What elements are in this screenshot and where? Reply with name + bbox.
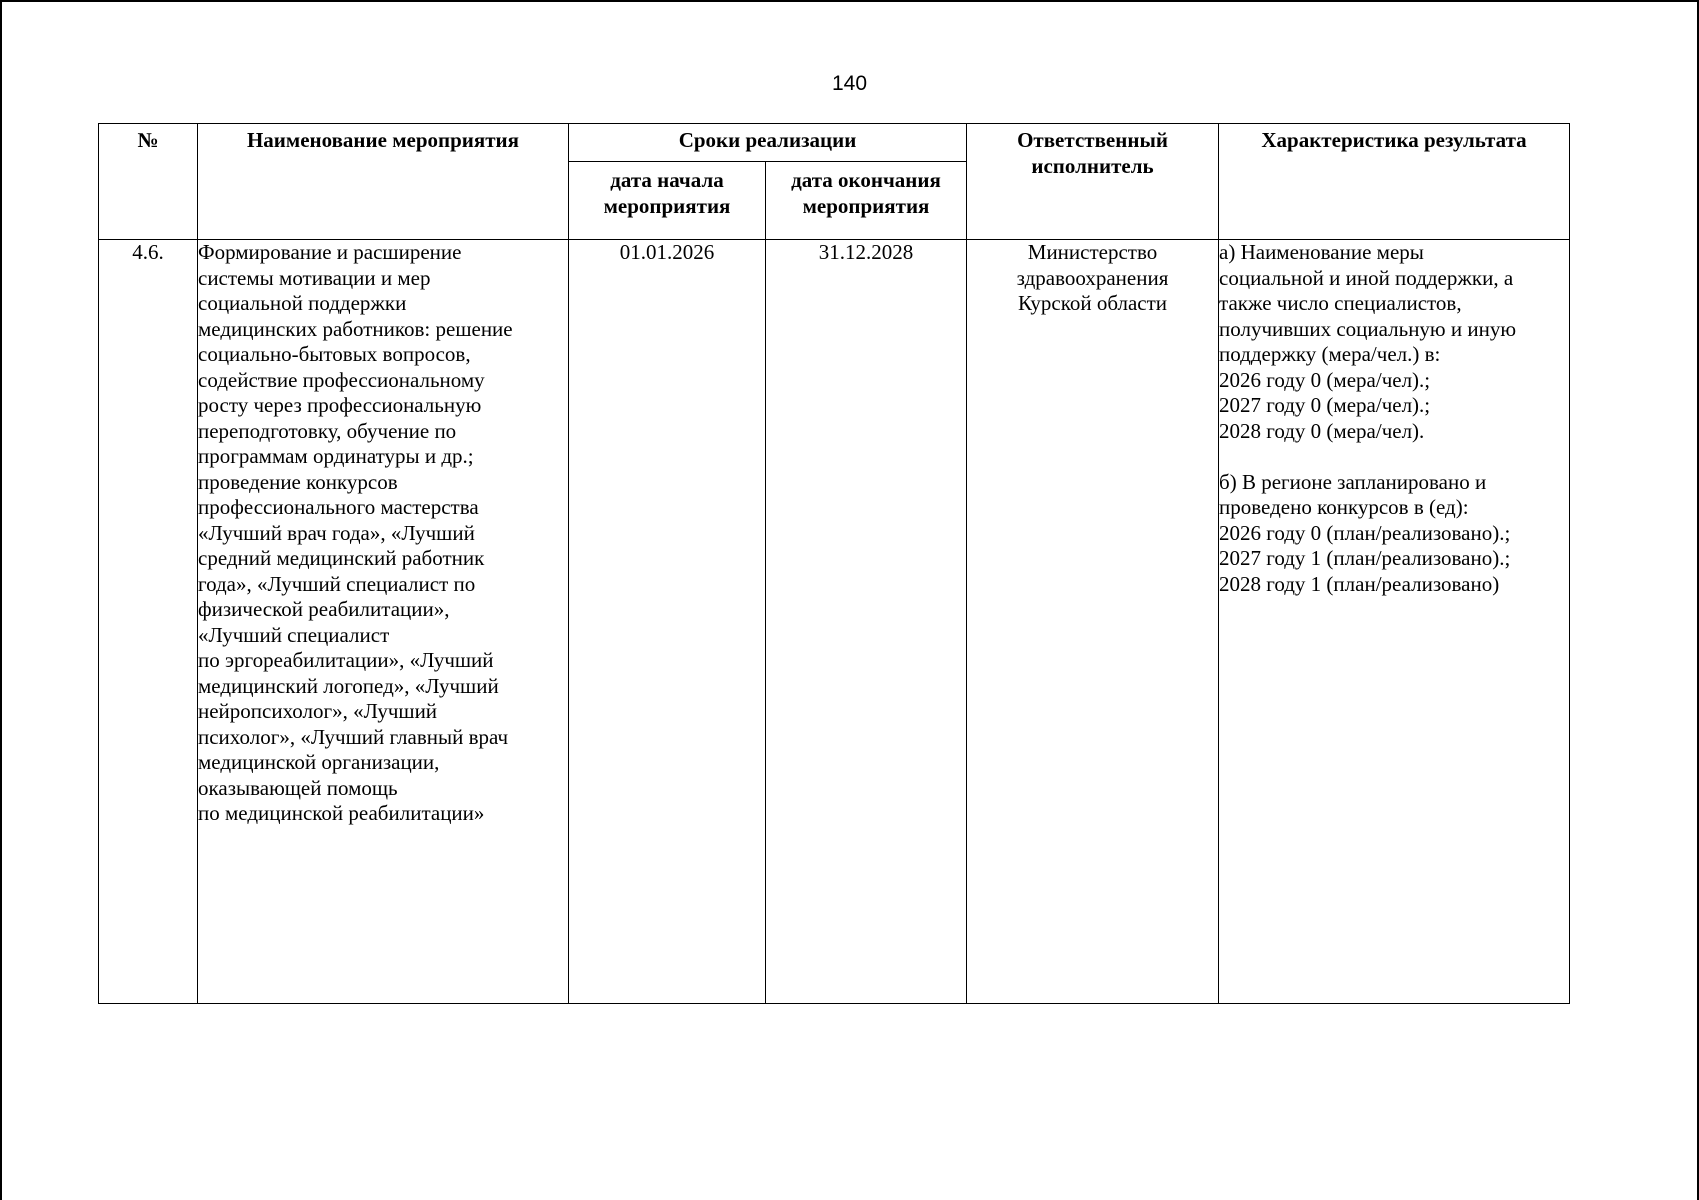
activity-name-line: проведение конкурсов	[198, 469, 398, 494]
header-period: Сроки реализации	[569, 124, 967, 162]
activities-table	[98, 123, 1570, 1004]
start-date: 01.01.2026	[569, 240, 766, 1004]
activity-name-line: психолог», «Лучший главный врач	[198, 724, 509, 749]
activity-name-line: профессионального мастерства	[198, 495, 479, 519]
result-a-line: 2028 году 0 (мера/чел).	[1219, 418, 1425, 443]
result-b-line: 2026 году 0 (план/реализовано).;	[1219, 520, 1511, 545]
activity-name-line: по эргореабилитации», «Лучший	[198, 648, 494, 672]
result-a-line: получивших социальную и иную	[1219, 316, 1517, 341]
activity-name-line: социально-бытовых вопросов,	[198, 342, 471, 366]
paragraph-gap	[1219, 444, 1569, 470]
activity-name-line: оказывающей помощь	[198, 775, 398, 800]
row-number: 4.6.	[99, 240, 198, 1004]
activity-name-line: системы мотивации и мер	[198, 265, 431, 290]
header-name: Наименование мероприятия	[198, 124, 569, 240]
result-b-line: 2027 году 1 (план/реализовано).;	[1219, 546, 1511, 570]
activity-name-line: по медицинской реабилитации»	[198, 801, 485, 825]
result-b-line: б) В регионе запланировано и	[1219, 469, 1487, 494]
result-a-line: 2026 году 0 (мера/чел).;	[1219, 367, 1431, 392]
result-a-line: также число специалистов,	[1219, 291, 1462, 315]
activity-name-line: медицинских работников: решение	[198, 316, 513, 341]
result-a-line: поддержку (мера/чел.) в:	[1219, 342, 1441, 366]
responsible-executor	[967, 240, 1219, 1004]
end-date: 31.12.2028	[766, 240, 967, 1004]
activity-name-line: содействие профессиональному	[198, 367, 485, 392]
header-start-date: дата начала мероприятия	[569, 162, 766, 240]
activity-name-line: физической реабилитации»,	[198, 597, 450, 621]
result-b-line: 2028 году 1 (план/реализовано)	[1219, 571, 1500, 596]
page-number: 140	[831, 72, 868, 95]
activity-name	[198, 240, 569, 1004]
activity-name-line: «Лучший специалист	[198, 622, 390, 647]
responsible-line: здравоохранения	[1016, 265, 1169, 290]
activity-name-line: социальной поддержки	[198, 291, 407, 315]
responsible-line: Министерство	[1027, 240, 1158, 264]
activity-name-line: нейропсихолог», «Лучший	[198, 699, 438, 723]
activity-name-line: Формирование и расширение	[198, 240, 462, 264]
activity-name-line: переподготовку, обучение по	[198, 418, 457, 443]
activity-name-line: «Лучший врач года», «Лучший	[198, 520, 475, 545]
activity-name-line: средний медицинский работник	[198, 546, 485, 570]
header-result: Характеристика результата	[1219, 124, 1570, 240]
responsible-line: Курской области	[1017, 291, 1168, 315]
activity-name-line: росту через профессиональную	[198, 393, 482, 417]
result-a-line: а) Наименование меры	[1219, 240, 1424, 264]
activity-name-line: медицинской организации,	[198, 750, 440, 774]
table-row	[99, 240, 1570, 1004]
activity-name-line: программам ординатуры и др.;	[198, 444, 474, 468]
header-end-date: дата окончания мероприятия	[766, 162, 967, 240]
result-a-line: 2027 году 0 (мера/чел).;	[1219, 393, 1431, 417]
header-num: №	[99, 124, 198, 240]
result-b-line: проведено конкурсов в (ед):	[1219, 495, 1469, 519]
result-a-line: социальной и иной поддержки, а	[1219, 265, 1514, 290]
activity-name-line: года», «Лучший специалист по	[198, 571, 476, 596]
activity-name-line: медицинский логопед», «Лучший	[198, 673, 499, 698]
result-characteristic	[1219, 240, 1570, 1004]
header-responsible: Ответственный исполнитель	[967, 124, 1219, 240]
